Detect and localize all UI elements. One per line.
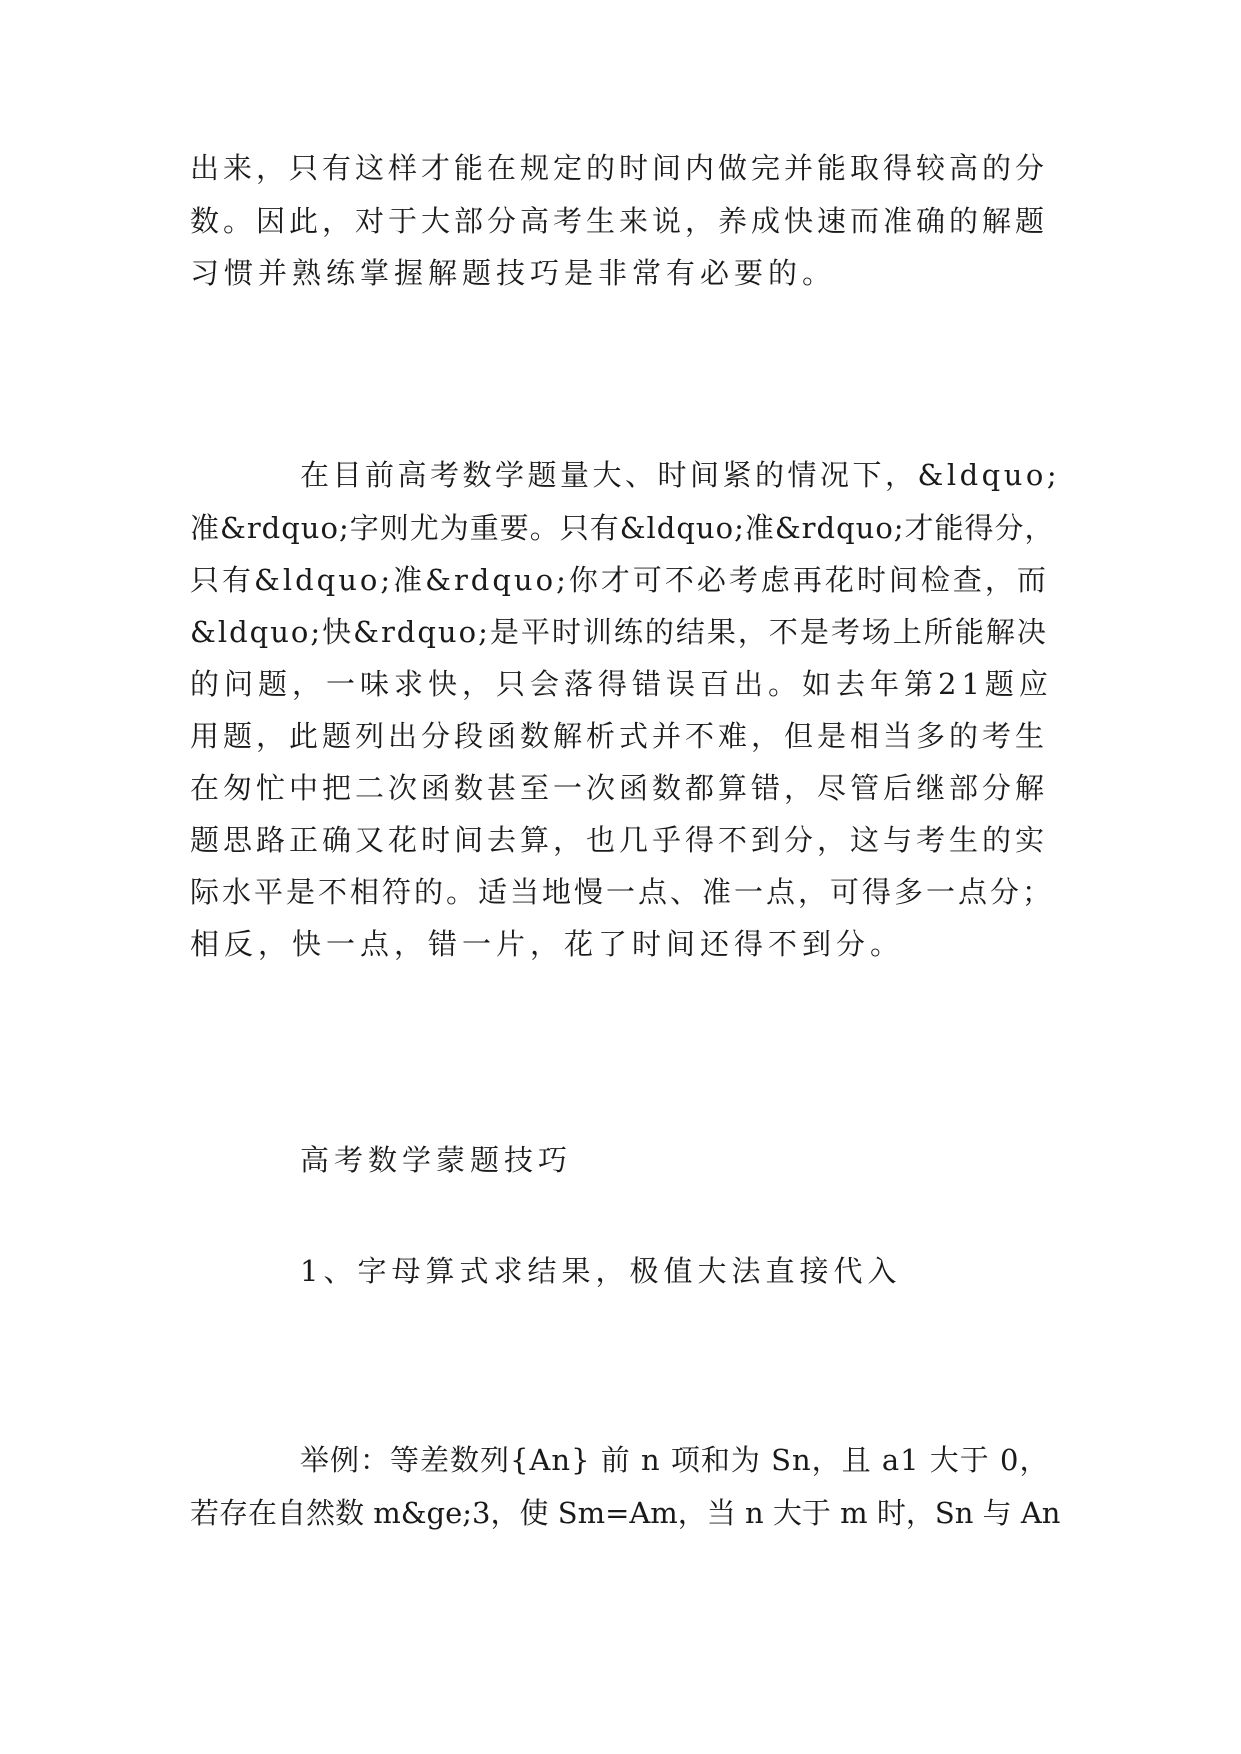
paragraph-1-line-1: 出来，只有这样才能在规定的时间内做完并能取得较高的分: [190, 151, 1049, 185]
paragraph-2-line-2: 准&rdquo;字则尤为重要。只有&ldquo;准&rdquo;才能得分，: [190, 511, 1055, 545]
section-heading: 高考数学蒙题技巧: [300, 1143, 573, 1177]
paragraph-1-line-2: 数。因此，对于大部分高考生来说，养成快速而准确的解题: [190, 204, 1049, 238]
tip-1-heading: 1、字母算式求结果，极值大法直接代入: [300, 1254, 902, 1288]
paragraph-2-line-7: 在匆忙中把二次函数甚至一次函数都算错，尽管后继部分解: [190, 771, 1049, 805]
paragraph-2-line-8: 题思路正确又花时间去算，也几乎得不到分，这与考生的实: [190, 823, 1049, 857]
paragraph-1-line-3: 习惯并熟练掌握解题技巧是非常有必要的。: [190, 256, 837, 290]
paragraph-2-line-5: 的问题，一味求快，只会落得错误百出。如去年第21题应: [190, 667, 1053, 701]
paragraph-2-line-9: 际水平是不相符的。适当地慢一点、准一点，可得多一点分；: [190, 875, 1055, 909]
example-line-2: 若存在自然数 m&ge;3，使 Sm=Am，当 n 大于 m 时，Sn 与 An: [190, 1496, 1061, 1530]
paragraph-2-line-1: 在目前高考数学题量大、时间紧的情况下，&ldquo;: [300, 458, 1061, 492]
paragraph-2-line-6: 用题，此题列出分段函数解析式并不难，但是相当多的考生: [190, 719, 1049, 753]
example-line-1: 举例：等差数列{An} 前 n 项和为 Sn，且 a1 大于 0，: [300, 1443, 1050, 1477]
paragraph-2-line-4: &ldquo;快&rdquo;是平时训练的结果，不是考场上所能解决: [190, 615, 1048, 649]
paragraph-2-line-3: 只有&ldquo;准&rdquo;你才可不必考虑再花时间检查，而: [190, 563, 1049, 597]
paragraph-2-line-10: 相反，快一点，错一片，花了时间还得不到分。: [190, 927, 905, 961]
